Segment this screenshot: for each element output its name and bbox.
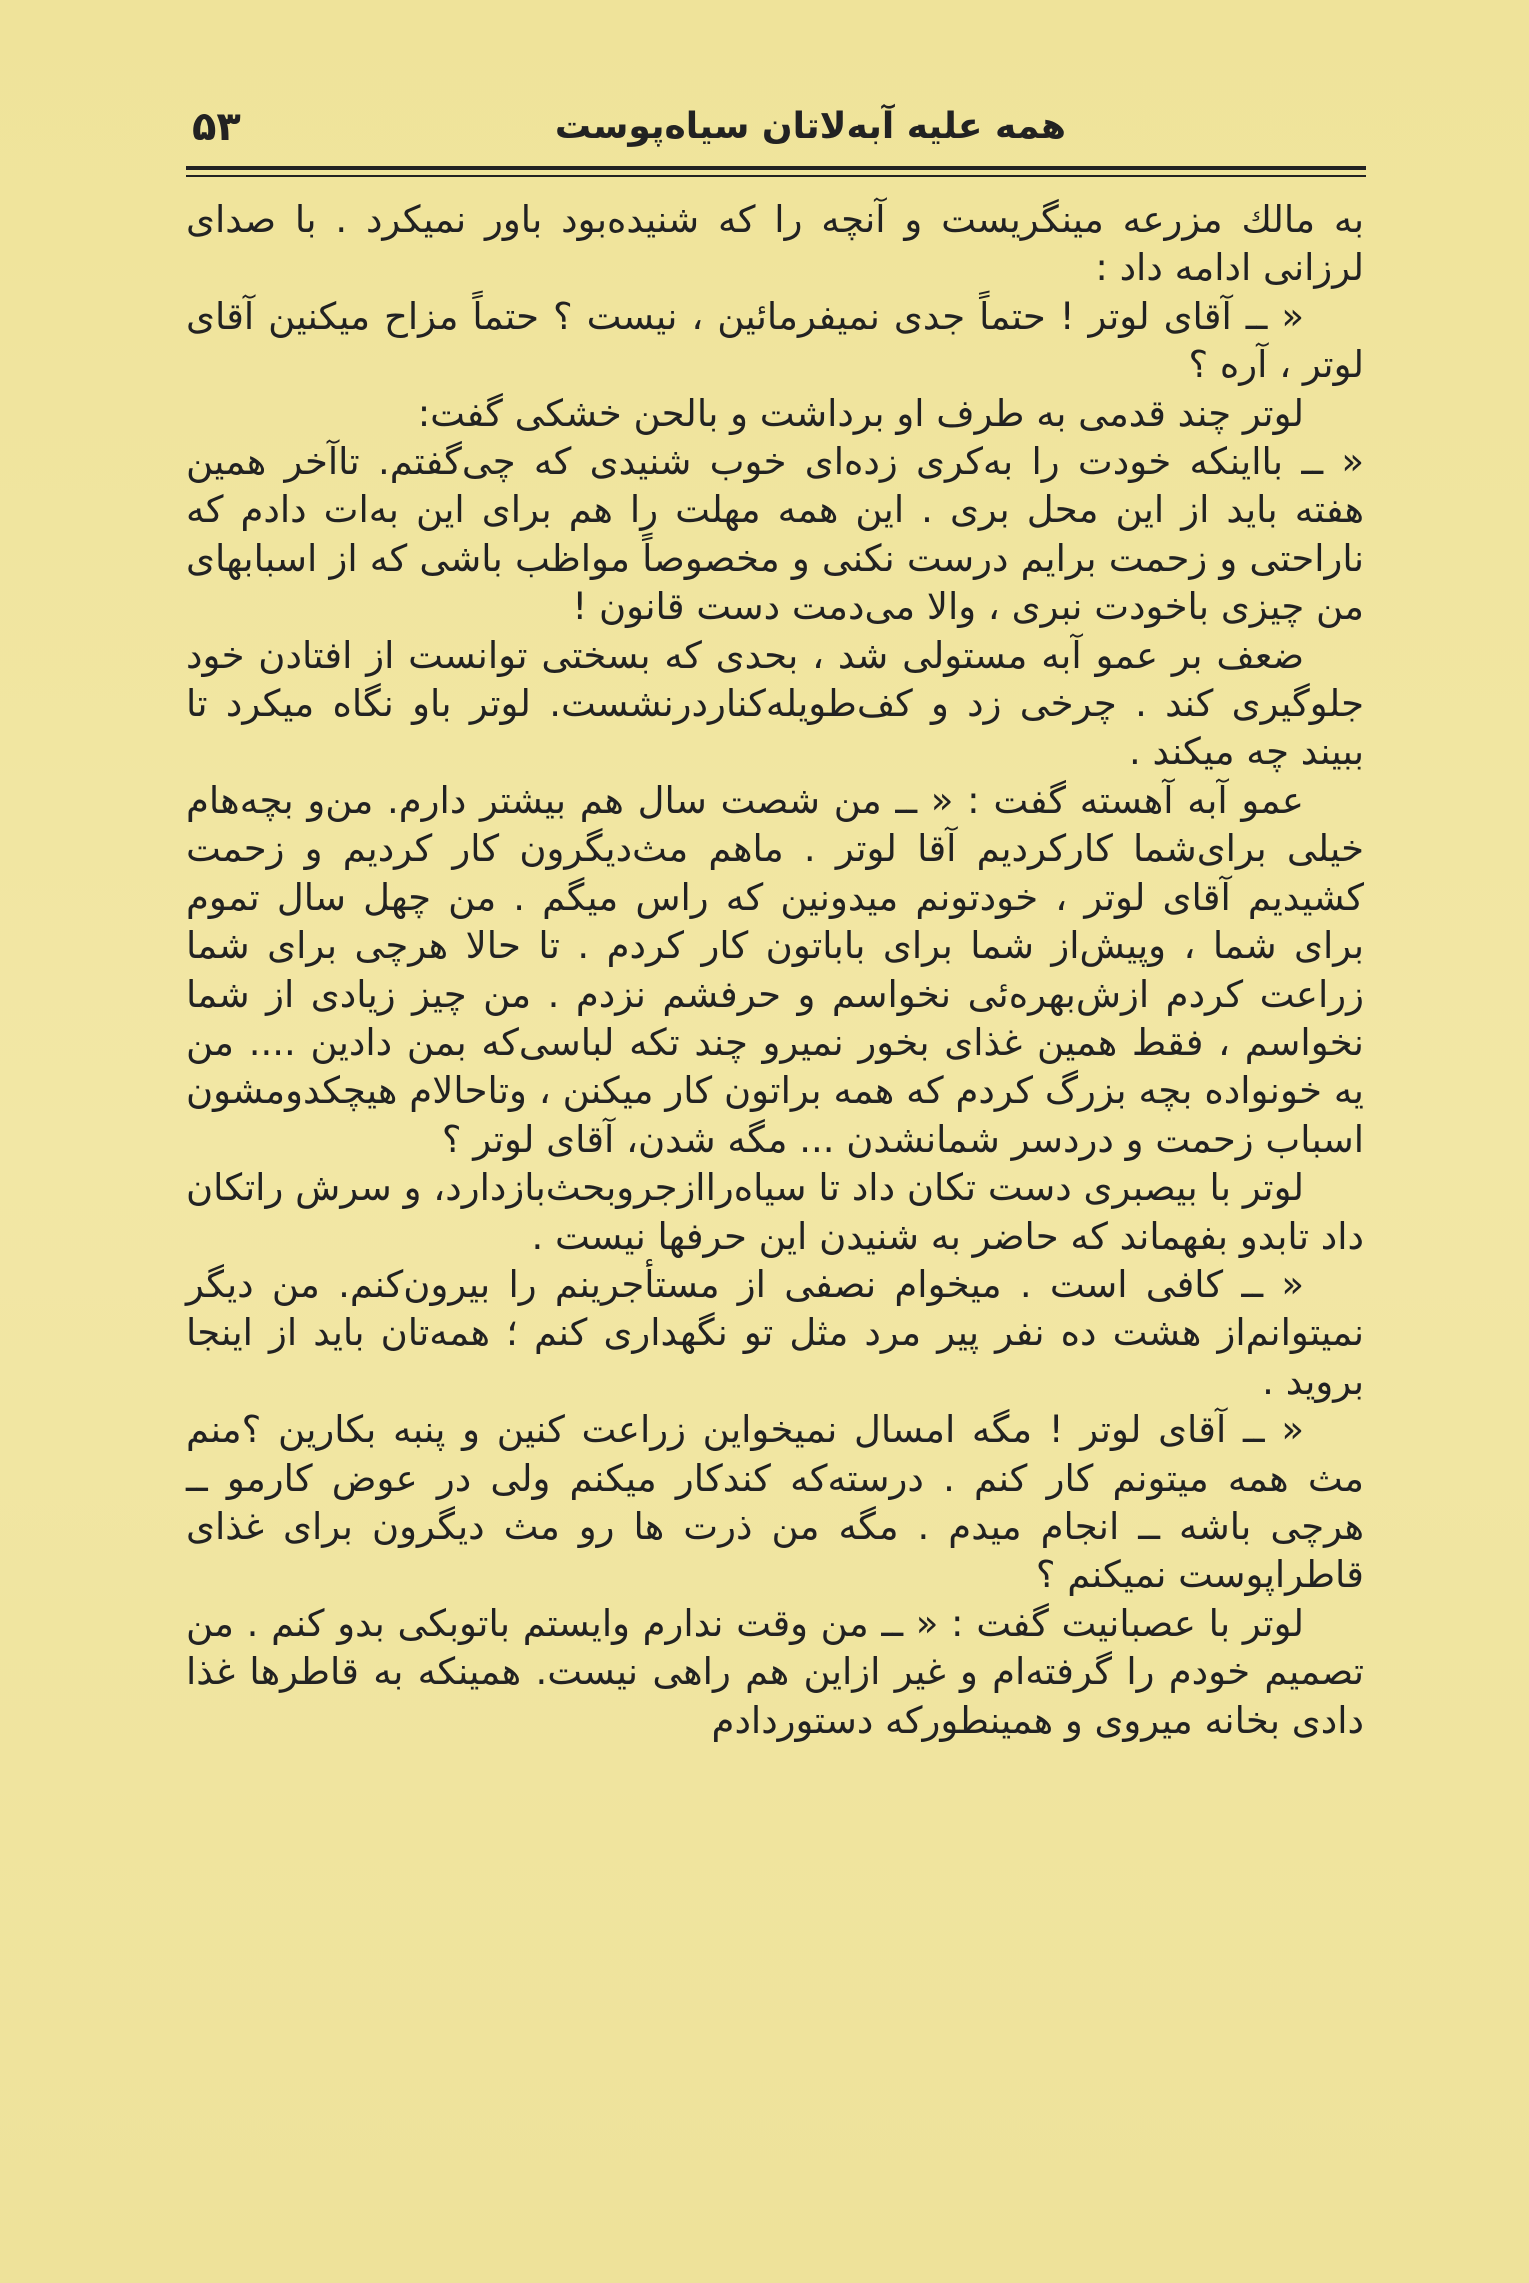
paragraph: به مالك مزرعه مینگریست و آنچه را که شنیده‌بود باور نمیکرد . با صدای لرزانی ادامه داد : <box>186 198 1364 290</box>
page-number: ۵۳ <box>192 104 241 150</box>
paragraph: « ــ آقای لوتر ! حتماً جدی نمیفرمائین ، نیست ؟ حتماً مزاح میکنین آقای لوتر ، آره ؟ <box>186 294 1364 387</box>
header-rule-thin <box>186 175 1366 177</box>
header-rule-thick <box>186 166 1366 170</box>
paragraph: لوتر با عصبانیت گفت : « ــ من وقت ندارم وایستم باتوبکی بدو کنم . من تصمیم خودم را گرفته‌ام و غیر ازاین هم راهی نیست. همینکه به قاطرها غذا دادی بخانه میروی و همینطورکه دستوردادم <box>186 1601 1364 1742</box>
paragraph: عمو آبه آهسته گفت : « ــ من شصت سال هم بیشتر دارم. من‌و بچه‌هام خیلی برای‌شما کارکردیم آقا لوتر . ماهم مث‌دیگرون کار کردیم و زحمت کشیدیم آقای لوتر ، خودتونم میدونین که راس میگم . من چهل سال تموم برای شما ، وپیش‌از شما برای باباتون کار کردم . تا حالا هرچی برای شما زراعت کردم ازش‌بهره‌ئی نخواسم و حرفشم نزدم . من چیز زیادی از شما نخواسم ، فقط همین غذای بخور نمیرو چند تکه لباسی‌که بمن دادین .... من یه خونواده بچه بزرگ کردم که همه براتون کار میکنن ، وتاحالام هیچکدومشون اسباب زحمت و دردسر شمانشدن ... مگه شدن، آقای لوتر ؟ <box>186 778 1364 1161</box>
running-title: همه علیه آبه‌لاتان سیاه‌پوست <box>554 106 1066 147</box>
paragraph: « ــ بااینکه خودت را به‌کری زده‌ای خوب شنیدی که چی‌گفتم. تاآخر همین هفته باید از این محل بری . این همه مهلت را هم برای این به‌ات دادم که ناراحتی و زحمت برایم درست نکنی و مخصوصاً مواظب باشی که از اسبابهای من چیزی باخودت نبری ، والا می‌دمت دست قانون ! <box>186 440 1364 629</box>
page-header <box>186 96 1366 166</box>
body-text <box>186 196 1364 1745</box>
paragraph: « ــ کافی است . میخوام نصفی از مستأجرینم را بیرون‌کنم. من دیگر نمیتوانم‌از هشت ده نفر پیر مرد مثل تو نگهداری کنم ؛ همه‌تان باید از اینجا بروید . <box>186 1262 1364 1403</box>
paragraph: ضعف بر عمو آبه مستولی شد ، بحدی که بسختی توانست از افتادن خود جلوگیری کند . چرخی زد و کف‌طویله‌کناردرنشست. لوتر باو نگاه میکرد تا ببیند چه میکند . <box>186 633 1364 774</box>
paragraph: « ــ آقای لوتر ! مگه امسال نمیخواین زراعت کنین و پنبه بکارین ؟منم مث همه میتونم کار کنم . درسته‌که کندکار میکنم ولی در عوض کارمو ــ هرچی باشه ــ انجام میدم . مگه من ذرت ها رو مث دیگرون برای غذای قاطراپوست نمیکنم ؟ <box>186 1408 1364 1597</box>
paragraph: لوتر چند قدمی به طرف او برداشت و بالحن خشکی گفت: <box>417 391 1304 435</box>
paragraph: لوتر با بیصبری دست تکان داد تا سیاه‌رااز‌جرو‌بحث‌بازدارد، و سرش راتکان داد تابدو بفهماند که حاضر به شنیدن این حرفها نیست . <box>186 1166 1364 1258</box>
